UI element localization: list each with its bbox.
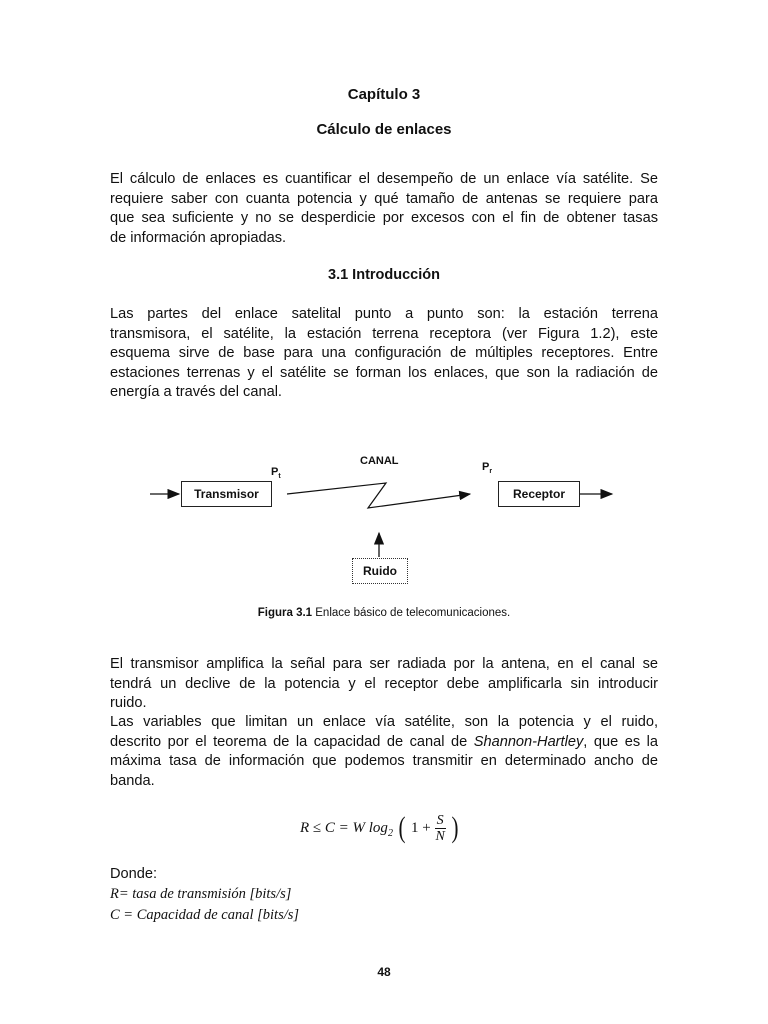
pr-label bbox=[482, 461, 492, 475]
formula-one-plus: 1 + bbox=[410, 819, 431, 836]
pr-subscript: r bbox=[489, 468, 493, 476]
receiver-label: Receptor bbox=[512, 487, 565, 501]
pr-symbol: P bbox=[482, 461, 490, 473]
text-line: de información apropiadas. bbox=[110, 229, 287, 246]
page-number: 48 bbox=[377, 965, 391, 979]
formula-lhs: R ≤ C = W log bbox=[300, 819, 388, 836]
transmitter-box bbox=[181, 481, 272, 507]
figure-caption bbox=[0, 607, 768, 619]
transmitter-label: Transmisor bbox=[194, 487, 259, 501]
formula-numerator: S bbox=[436, 812, 444, 828]
chapter-number: Capítulo 3 bbox=[347, 86, 421, 103]
body-paragraph-2 bbox=[110, 713, 658, 791]
noise-label: Ruido bbox=[363, 564, 397, 578]
channel-label: CANAL bbox=[360, 455, 399, 467]
noise-box bbox=[352, 558, 408, 584]
text-line: transmisora, el satélite, la estación terrena receptora (ver Figura 1.2), este bbox=[110, 325, 658, 342]
chapter-title: Cálculo de enlaces bbox=[316, 121, 452, 138]
text-line: tendrá un declive de la potencia y el receptor debe amplificarla sin introducir bbox=[110, 675, 658, 692]
text-line: esquema sirve de base para una configuración de múltiples receptores. Entre bbox=[110, 345, 658, 361]
text-run: , que es la bbox=[583, 733, 658, 750]
body-paragraph-1 bbox=[110, 655, 658, 714]
text-line: El cálculo de enlaces es cuantificar el desempeño de un enlace vía satélite. Se bbox=[110, 171, 658, 187]
intro-paragraph bbox=[110, 170, 658, 248]
text-line: ruido. bbox=[110, 695, 147, 711]
definitions-intro: Donde: bbox=[110, 866, 158, 882]
shannon-hartley-term: Shannon-Hartley bbox=[473, 733, 584, 750]
receiver-box bbox=[498, 481, 580, 507]
formula-close-paren: ) bbox=[451, 811, 459, 844]
channel-arrow bbox=[287, 483, 470, 508]
text-line bbox=[110, 733, 658, 753]
formula-open-paren: ( bbox=[398, 811, 406, 844]
section-paragraph bbox=[110, 305, 658, 403]
pt-subscript: t bbox=[278, 473, 281, 481]
formula-log-base: 2 bbox=[387, 827, 393, 839]
text-line: Las variables que limitan un enlace vía satélite, son la potencia y el ruido, bbox=[110, 714, 658, 730]
formula-fraction bbox=[435, 813, 446, 844]
definition-item: C = Capacidad de canal [bits/s] bbox=[110, 907, 300, 923]
text-run: descrito por el teorema de la capacidad de canal de bbox=[110, 733, 474, 750]
text-line: El transmisor amplifica la señal para ser radiada por la antena, en el canal se bbox=[110, 656, 658, 672]
formula-denominator: N bbox=[435, 828, 445, 844]
text-line: estaciones terrenas y el satélite se forman los enlaces, que son la radiación de bbox=[110, 364, 658, 381]
text-line: máxima tasa de información que podemos transmitir en determinado ancho de bbox=[110, 753, 658, 769]
section-title: 3.1 Introducción bbox=[328, 267, 440, 283]
text-line: banda. bbox=[110, 772, 155, 789]
caption-prefix: Figura 3.1 bbox=[257, 607, 313, 619]
caption-text: Enlace básico de telecomunicaciones. bbox=[312, 607, 511, 619]
text-line: energía a través del canal. bbox=[110, 384, 282, 400]
text-line: que sea suficiente y no se desperdicie por excesos con el fin de obtener tasas bbox=[110, 210, 658, 226]
pt-label bbox=[271, 466, 281, 480]
text-line: Las partes del enlace satelital punto a punto son: la estación terrena bbox=[110, 306, 658, 322]
definition-item: R= tasa de transmisión [bits/s] bbox=[110, 886, 292, 902]
text-line: requiere saber con cuanta potencia y qué tamaño de antenas se requiere para bbox=[110, 190, 658, 207]
shannon-formula bbox=[300, 808, 460, 848]
pt-symbol: P bbox=[271, 466, 279, 478]
